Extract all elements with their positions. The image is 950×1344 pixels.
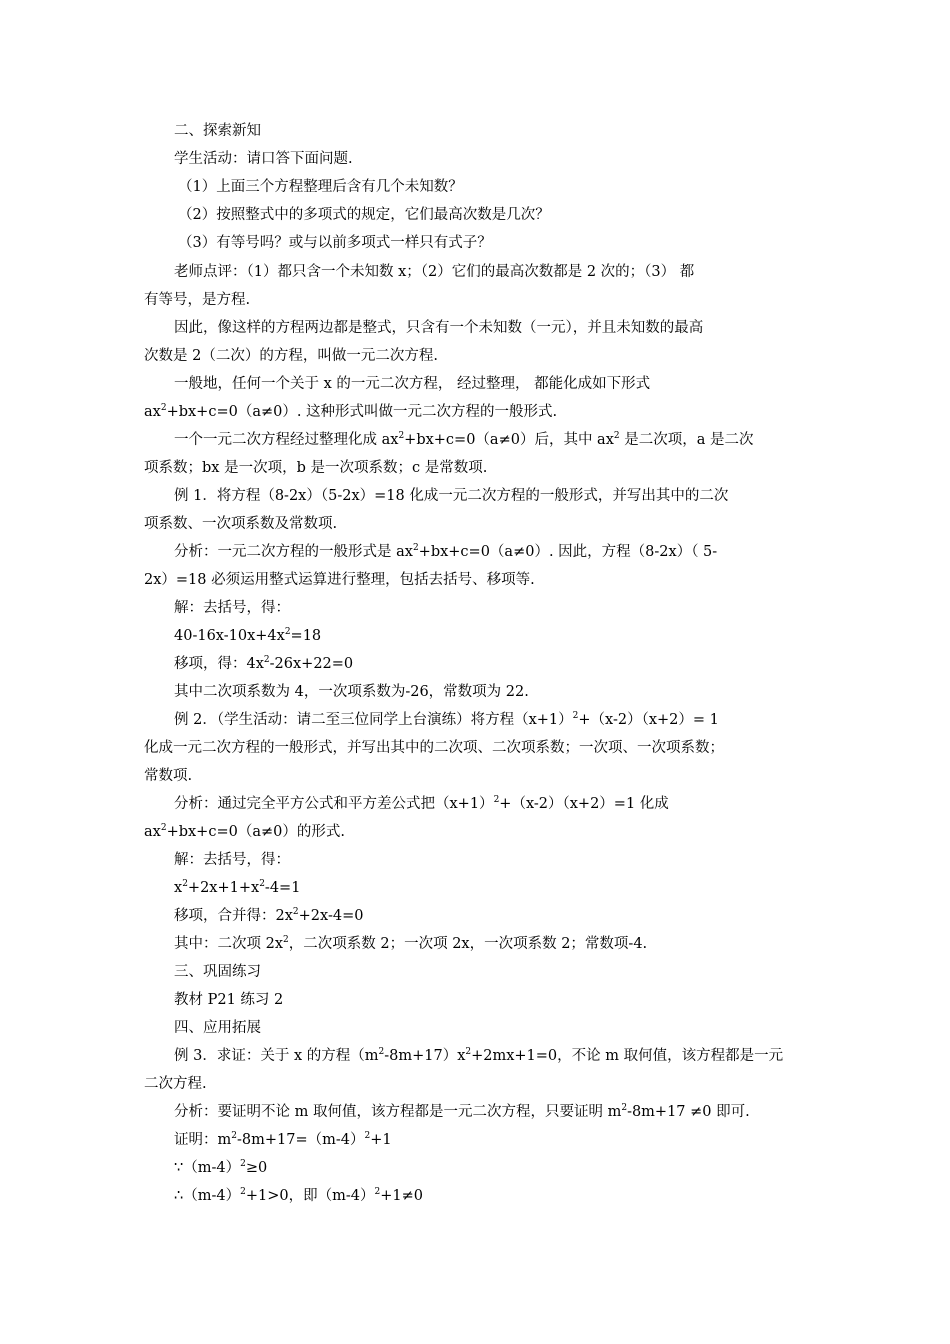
- text: 移项，得：4x: [174, 656, 264, 672]
- text: =18: [290, 628, 322, 644]
- example-2-cont-2: [144, 766, 192, 786]
- text: 有等号，是方程.: [144, 292, 251, 308]
- text: ∵（m-4）: [174, 1160, 241, 1176]
- exponent: 2: [493, 795, 500, 805]
- paragraph-definition-cont: [144, 346, 438, 366]
- paragraph-teacher-comment: [174, 262, 694, 282]
- example-3-therefore: [174, 1186, 423, 1206]
- text: +1≠0: [380, 1188, 423, 1204]
- text: 分析：要证明不论 m 取何值，该方程都是一元二次方程，只要证明 m: [174, 1104, 622, 1120]
- text: 项系数、一次项系数及常数项.: [144, 516, 338, 532]
- question-2: [178, 205, 550, 225]
- example-3-proof: [174, 1130, 392, 1150]
- question-3: [178, 233, 492, 253]
- exponent: 2: [182, 879, 188, 889]
- text: +bx+c=0（a≠0）. 因此，方程（8-2x）（ 5-: [418, 544, 718, 560]
- textbook-exercise: [174, 990, 283, 1010]
- exponent: 2: [613, 431, 620, 441]
- text: 二次方程.: [144, 1076, 207, 1092]
- text: 40-16x-10x+4x: [174, 628, 285, 644]
- exponent: 2: [378, 1047, 385, 1057]
- section-heading-explore: [174, 121, 261, 141]
- text: +bx+c=0（a≠0）后，其中 ax: [404, 432, 614, 448]
- text: 教材 P21 练习 2: [174, 992, 284, 1008]
- example-2-step-1: [174, 878, 300, 898]
- exponent: 2: [240, 1159, 246, 1169]
- text: 证明：m: [174, 1132, 232, 1148]
- exponent: 2: [160, 403, 167, 413]
- paragraph-general-form-cont: [144, 402, 557, 422]
- example-2-step-2: [174, 906, 363, 926]
- text: ≥0: [245, 1160, 268, 1176]
- example-2-solution: [174, 850, 290, 870]
- example-1-analysis-cont: [144, 570, 535, 590]
- example-1: [174, 486, 728, 506]
- text: 解：去括号，得：: [174, 852, 290, 868]
- text: -26x+22=0: [269, 656, 354, 672]
- example-1-step-1: [174, 626, 321, 646]
- text: +2x+1+x: [187, 880, 260, 896]
- example-1-cont: [144, 514, 337, 534]
- exponent: 2: [160, 823, 167, 833]
- text: 一般地，任何一个关于 x 的一元二次方程， 经过整理， 都能化成如下形式: [174, 376, 651, 392]
- text: 四、应用拓展: [174, 1020, 261, 1036]
- exponent: 2: [364, 1131, 371, 1141]
- example-1-analysis: [174, 542, 717, 562]
- text: 分析：一元二次方程的一般形式是 ax: [174, 544, 413, 560]
- exponent: 2: [231, 1131, 237, 1141]
- text: -8m+17=（m-4）: [236, 1132, 365, 1148]
- text: 学生活动：请口答下面问题.: [174, 151, 353, 167]
- exponent: 2: [465, 1047, 472, 1057]
- example-3-because: [174, 1158, 267, 1178]
- text: +（x-2）（x+2）= 1: [578, 712, 719, 728]
- text: 化成一元二次方程的一般形式，并写出其中的二次项、二次项系数；一次项、一次项系数；: [144, 740, 724, 756]
- exponent: 2: [292, 907, 299, 917]
- example-2-analysis: [174, 794, 669, 814]
- exponent: 2: [572, 711, 579, 721]
- exponent: 2: [374, 1187, 381, 1197]
- example-2: [174, 710, 719, 730]
- text: +2x-4=0: [298, 908, 364, 924]
- exponent: 2: [398, 431, 405, 441]
- text: +1: [370, 1132, 392, 1148]
- text: 因此，像这样的方程两边都是整式，只含有一个未知数（一元），并且未知数的最高: [174, 320, 704, 336]
- paragraph-teacher-comment-cont: [144, 290, 250, 310]
- question-1: [178, 177, 463, 197]
- paragraph-definition: [174, 318, 703, 338]
- text: （3）有等号吗？或与以前多项式一样只有式子？: [178, 235, 492, 251]
- text: -8m+17 ≠0 即可.: [627, 1104, 750, 1120]
- example-1-step-2: [174, 654, 353, 674]
- text: 其中二次项系数为 4，一次项系数为-26，常数项为 22.: [174, 684, 529, 700]
- text: 一个一元二次方程经过整理化成 ax: [174, 432, 399, 448]
- text: 例 3．求证：关于 x 的方程（m: [174, 1048, 379, 1064]
- text: +2mx+1=0，不论 m 取何值，该方程都是一元: [471, 1048, 784, 1064]
- example-3-cont: [144, 1074, 207, 1094]
- section-heading-extension: [174, 1018, 261, 1038]
- text: -4=1: [264, 880, 301, 896]
- paragraph-general-form: [174, 374, 650, 394]
- text: （2）按照整式中的多项式的规定，它们最高次数是几次？: [178, 207, 550, 223]
- exponent: 2: [283, 935, 289, 945]
- text: ∴（m-4）: [174, 1188, 241, 1204]
- text: 分析：通过完全平方公式和平方差公式把（x+1）: [174, 796, 494, 812]
- text: （1）上面三个方程整理后含有几个未知数？: [178, 179, 463, 195]
- text: ax: [144, 824, 161, 840]
- exponent: 2: [284, 627, 291, 637]
- exponent: 2: [263, 655, 270, 665]
- example-1-solution: [174, 598, 290, 618]
- exponent: 2: [621, 1103, 628, 1113]
- text: 三、巩固练习: [174, 964, 261, 980]
- example-2-cont: [144, 738, 724, 758]
- text: 二、探索新知: [174, 123, 261, 139]
- text: +bx+c=0（a≠0）. 这种形式叫做一元二次方程的一般形式.: [166, 404, 558, 420]
- exponent: 2: [240, 1187, 246, 1197]
- text: ax: [144, 404, 161, 420]
- section-heading-practice: [174, 962, 261, 982]
- example-3-analysis: [174, 1102, 750, 1122]
- text: x: [174, 880, 183, 896]
- text: +1>0，即（m-4）: [245, 1188, 375, 1204]
- text: 是二次项，a 是二次: [619, 432, 754, 448]
- text: -8m+17）x: [384, 1048, 466, 1064]
- text: 其中：二次项 2x: [174, 936, 284, 952]
- text: 移项，合并得：2x: [174, 908, 293, 924]
- text: ，二次项系数 2；一次项 2x，一次项系数 2；常数项-4.: [288, 936, 648, 952]
- text: 常数项.: [144, 768, 193, 784]
- example-1-result: [174, 682, 529, 702]
- text: 例 1．将方程（8-2x）（5-2x）=18 化成一元二次方程的一般形式，并写出其中的二次: [174, 488, 729, 504]
- text: 解：去括号，得：: [174, 600, 290, 616]
- text: +（x-2）（x+2）=1 化成: [499, 796, 669, 812]
- text: 2x）=18 必须运用整式运算进行整理，包括去括号、移项等.: [144, 572, 535, 588]
- text: +bx+c=0（a≠0）的形式.: [166, 824, 345, 840]
- example-2-analysis-cont: [144, 822, 345, 842]
- example-2-result: [174, 934, 647, 954]
- text: 次数是 2（二次）的方程，叫做一元二次方程.: [144, 348, 438, 364]
- paragraph-student-activity: [174, 149, 353, 169]
- text: 项系数；bx 是一次项，b 是一次项系数；c 是常数项.: [144, 460, 488, 476]
- paragraph-terms: [174, 430, 754, 450]
- text: 老师点评：（1）都只含一个未知数 x；（2）它们的最高次数都是 2 次的；（3） 都: [174, 264, 695, 280]
- paragraph-terms-cont: [144, 458, 487, 478]
- text: 例 2．（学生活动：请二至三位同学上台演练）将方程（x+1）: [174, 712, 573, 728]
- exponent: 2: [412, 543, 419, 553]
- exponent: 2: [259, 879, 265, 889]
- example-3: [174, 1046, 783, 1066]
